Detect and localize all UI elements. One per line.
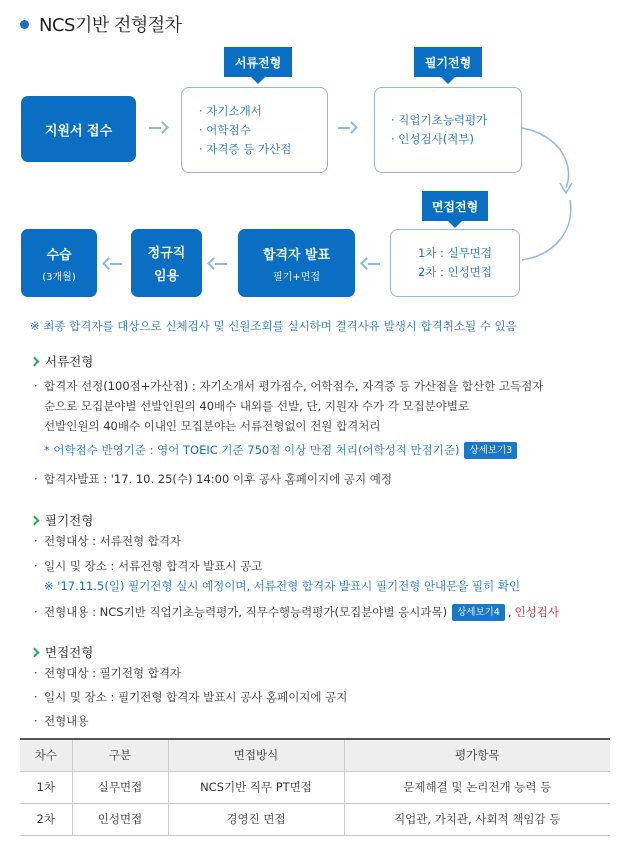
written-bullet-content: · 전형내용 : NCS기반 직업기초능력평가, 직무수행능력평가(모집분야별 응시과목) 상세보기4 , 인성검사 — [34, 603, 559, 622]
table-cell: 인성면접 — [72, 803, 168, 835]
table-header-row — [20, 739, 610, 771]
interview-table — [20, 738, 610, 836]
personality-test-label: 인성검사 — [514, 605, 559, 619]
table-row — [20, 803, 610, 835]
doc-language-note — [44, 441, 517, 460]
regular-hire-line1: 정규직 — [147, 246, 186, 261]
interview-bullet-text: 전형내용 — [44, 714, 89, 728]
doc-bullet-announce: · 합격자발표 : '17. 10. 25(수) 14:00 이후 공사 홈페이지에 공지 예정 — [34, 472, 392, 486]
interview-section-heading — [30, 643, 93, 661]
doc-step-box — [181, 87, 328, 173]
table-cell: NCS기반 직무 PT면접 — [168, 771, 344, 803]
doc-item: · 어학점수 — [199, 122, 251, 137]
table-header-cell: 차수 — [20, 739, 72, 771]
doc-section-heading — [30, 352, 93, 370]
written-bullet-text: 전형대상 : 서류전형 합격자 — [44, 534, 182, 548]
detail-view-4-button[interactable]: 상세보기4 — [452, 604, 505, 621]
arrow-right-icon — [149, 122, 167, 134]
written-step-tag: 필기전형 — [414, 47, 482, 77]
final-notice: ※ 최종 합격자를 대상으로 신체검사 및 신원조회를 실시하며 결격사유 발생시 합격취소될 수 있음 — [30, 319, 517, 333]
arrow-left-icon — [209, 258, 227, 270]
doc-item: · 자기소개서 — [199, 103, 262, 118]
written-section-title: 필기전형 — [45, 513, 94, 528]
arrow-left-icon — [104, 258, 122, 270]
regular-hire-line2: 임용 — [153, 269, 180, 284]
interview-step-box — [390, 229, 520, 297]
table-cell: 경영진 면접 — [168, 803, 344, 835]
written-bullet-target: · 전형대상 : 서류전형 합격자 — [34, 534, 182, 548]
arrow-left-icon — [362, 258, 380, 270]
interview-bullet-target: · 전형대상 : 필기전형 합격자 — [34, 666, 182, 680]
interview-item: 2차 : 인성면접 — [417, 265, 493, 279]
written-bullet-text: 전형내용 : NCS기반 직업기초능력평가, 직무수행능력평가(모집분야별 응시과목) — [44, 605, 448, 619]
probation-sub: (3개월) — [42, 271, 76, 283]
doc-bullet-continued: 순으로 모집분야별 선발인원의 40배수 내외를 선발, 단, 지원자 수가 각 모집분야별로 — [44, 399, 470, 413]
interview-item: 1차 : 실무면접 — [417, 246, 493, 260]
doc-bullet-text: 합격자 선정(100점+가산점) : 자기소개서 평가점수, 어학점수, 자격증 등 가산점을 합산한 고득점자 — [44, 379, 544, 393]
doc-item: · 자격증 등 가산점 — [199, 141, 292, 156]
process-flow — [0, 0, 619, 320]
table-header-cell: 평가항목 — [344, 739, 610, 771]
arrow-right-icon — [338, 122, 356, 134]
table-header-cell: 면접방식 — [168, 739, 344, 771]
table-row — [20, 771, 610, 803]
written-bullet-text: 일시 및 장소 : 서류전형 합격자 발표시 공고 — [44, 559, 263, 573]
interview-section-title: 면접전형 — [45, 645, 94, 660]
doc-language-note-text: * 어학점수 반영기준 : 영어 TOEIC 기준 750점 이상 만점 처리(어학성적 만점기준) — [44, 443, 460, 457]
doc-bullet-selection: · 합격자 선정(100점+가산점) : 자기소개서 평가점수, 어학점수, 자격증 등 가산점을 합산한 고득점자 — [34, 379, 544, 393]
detail-view-3-button[interactable]: 상세보기3 — [464, 442, 517, 459]
interview-bullet-content: · 전형내용 — [34, 714, 89, 728]
written-section-heading — [30, 511, 93, 529]
probation-label: 수습 — [46, 247, 72, 263]
interview-bullet-text: 일시 및 장소 : 필기전형 합격자 발표시 공사 홈페이지에 공지 — [44, 690, 348, 704]
doc-step-tag: 서류전형 — [224, 47, 292, 77]
doc-bullet-continued: 선발인원의 40배수 이내인 모집분야는 서류전형없이 전원 합격처리 — [44, 419, 381, 433]
probation-box — [21, 229, 97, 297]
interview-step-tag: 면접전형 — [422, 191, 488, 221]
written-bullet-schedule: · 일시 및 장소 : 서류전형 합격자 발표시 공고 — [34, 559, 263, 573]
table-cell: 1차 — [20, 771, 72, 803]
interview-bullet-text: 전형대상 : 필기전형 합격자 — [44, 666, 182, 680]
chevron-right-icon — [30, 356, 40, 366]
apply-step-label: 지원서 접수 — [44, 123, 113, 139]
chevron-right-icon — [30, 515, 40, 525]
table-cell: 문제해결 및 논리전개 능력 등 — [344, 771, 610, 803]
table-header-cell: 구분 — [72, 739, 168, 771]
separator-comma: , — [507, 605, 512, 619]
chevron-right-icon — [30, 647, 40, 657]
pass-announce-label: 합격자 발표 — [262, 247, 331, 263]
table-cell: 실무면접 — [72, 771, 168, 803]
pass-announce-box — [238, 229, 355, 297]
written-item: · 직업기초능력평가 — [391, 113, 488, 127]
apply-step-box — [21, 96, 136, 162]
table-cell: 2차 — [20, 803, 72, 835]
pass-announce-sub: 필기+면접 — [272, 271, 321, 283]
interview-bullet-schedule: · 일시 및 장소 : 필기전형 합격자 발표시 공사 홈페이지에 공지 — [34, 690, 348, 704]
written-schedule-note: ※ '17.11.5(일) 필기전형 실시 예정이며, 서류전형 합격자 발표시 필기전형 안내문을 필히 확인 — [44, 579, 521, 593]
regular-hire-box — [131, 229, 202, 297]
page-title: NCS기반 전형절차 — [39, 15, 182, 36]
written-step-box — [374, 87, 522, 173]
doc-section-title: 서류전형 — [45, 354, 94, 369]
doc-bullet-text: 합격자발표 : '17. 10. 25(수) 14:00 이후 공사 홈페이지에 공지 예정 — [44, 472, 392, 486]
table-cell: 직업관, 가치관, 사회적 책임감 등 — [344, 803, 610, 835]
written-item: · 인성검사(적부) — [391, 132, 474, 146]
